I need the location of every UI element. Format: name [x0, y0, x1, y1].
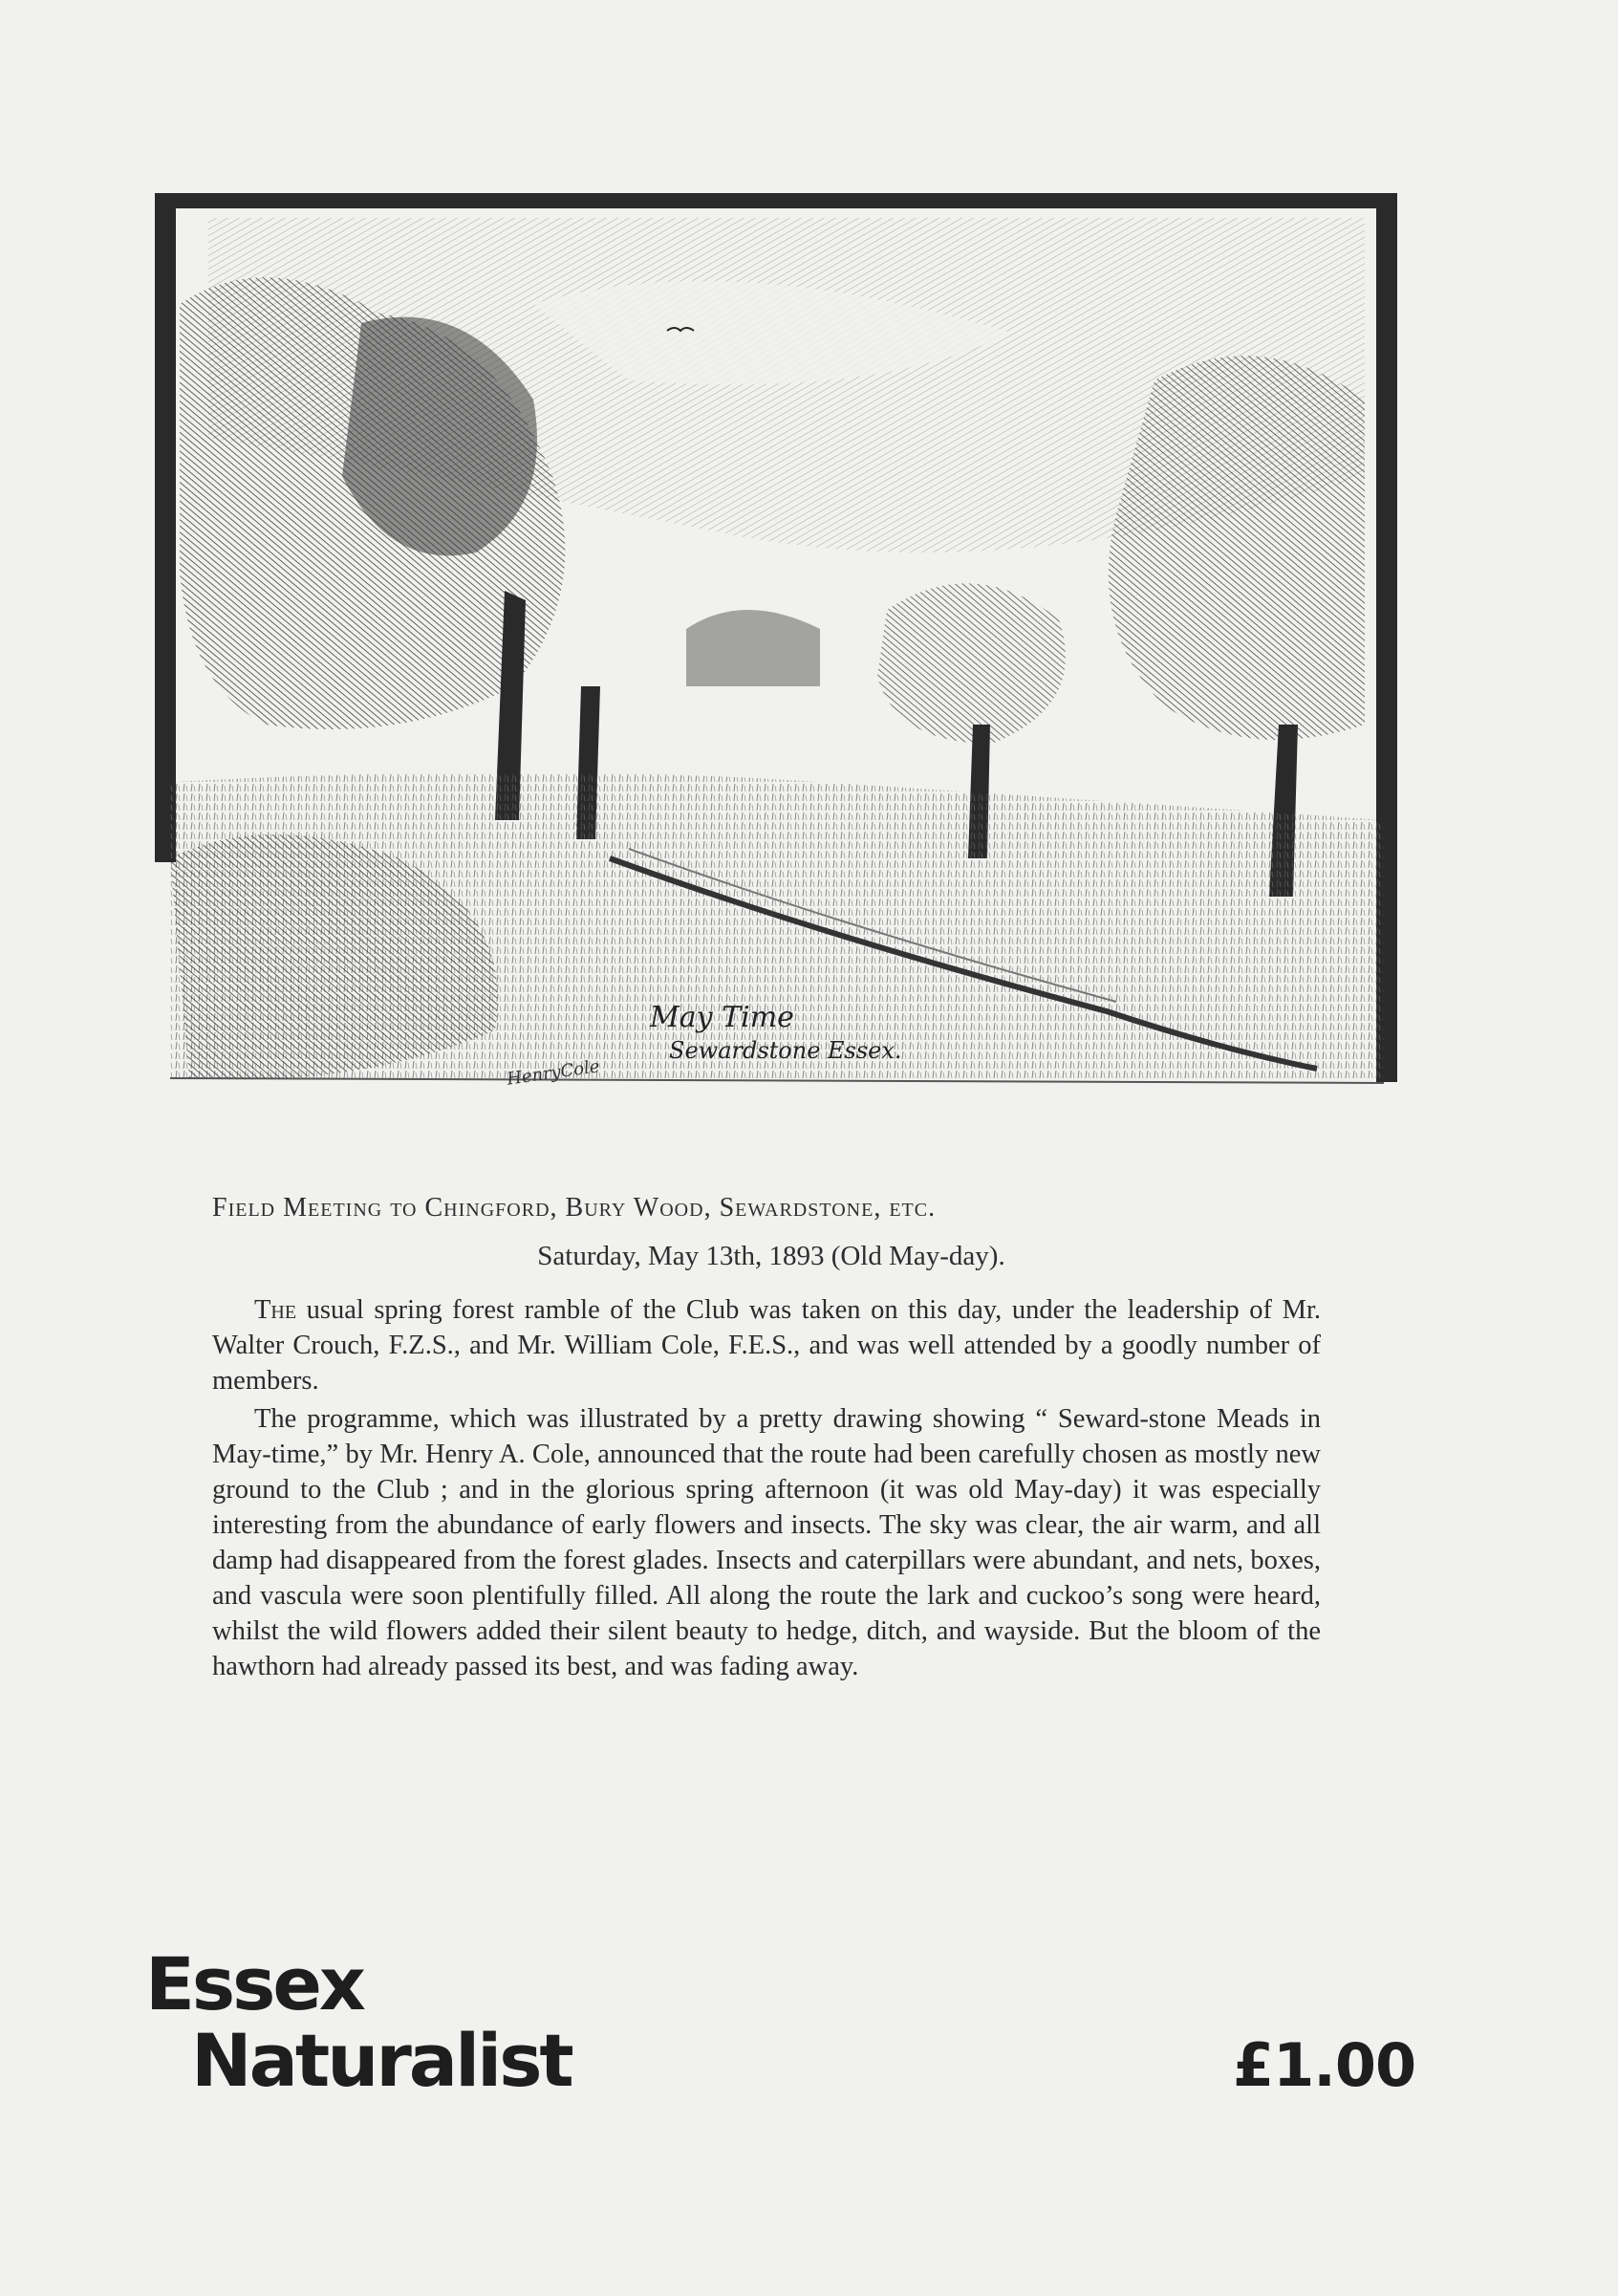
magazine-title-line2: Naturalist — [191, 2018, 572, 2103]
paragraph-1-text: usual spring forest ramble of the Club was taken on this day, under the leadership of Mr. Walter Crouch, F.Z.S., and Mr. William Cole, F.E.S., and was well attended by a goodly number of members. — [212, 1295, 1321, 1396]
magazine-title-line1: Essex — [145, 1941, 363, 2026]
paragraph-2: The programme, which was illustrated by a pretty drawing showing “ Seward-stone Meads in May-time,” by Mr. Henry A. Cole, announced that the route had been carefully chosen as mostly new ground to the Club ; and in the glorious spring afternoon (it was old May-day) it was especially interesting from the abundance of early flowers and insects. The sky was clear, the air warm, and all damp had disappeared from the forest glades. Insects and caterpillars were abundant, and nets, boxes, and vascula were soon plentifully filled. All along the route the lark and cuckoo’s song were heard, whilst the wild flowers added their silent beauty to hedge, ditch, and wayside. But the bloom of the hawthorn had already passed its best, and was fading away. — [212, 1404, 1321, 1681]
article-heading: Field Meeting to Chingford, Bury Wood, Sewardstone, etc. — [212, 1193, 937, 1223]
article-dateline: Saturday, May 13th, 1893 (Old May-day). — [537, 1241, 1005, 1271]
illustration-caption-line2: Sewardstone Essex. — [669, 1037, 902, 1064]
landscape-drawing — [151, 189, 1401, 1092]
paragraph-1 — [212, 1292, 1321, 1398]
illustration-caption — [631, 1002, 902, 1067]
price-label: £1.00 — [1233, 2030, 1416, 2100]
artist-signature: HenryCole — [506, 1056, 601, 1090]
magazine-title — [145, 1941, 572, 2103]
paragraph-1-lead: The — [254, 1295, 297, 1325]
engraving-illustration — [151, 189, 1401, 1092]
article-body — [212, 1292, 1321, 1687]
illustration-caption-line1: May Time — [650, 1001, 794, 1034]
